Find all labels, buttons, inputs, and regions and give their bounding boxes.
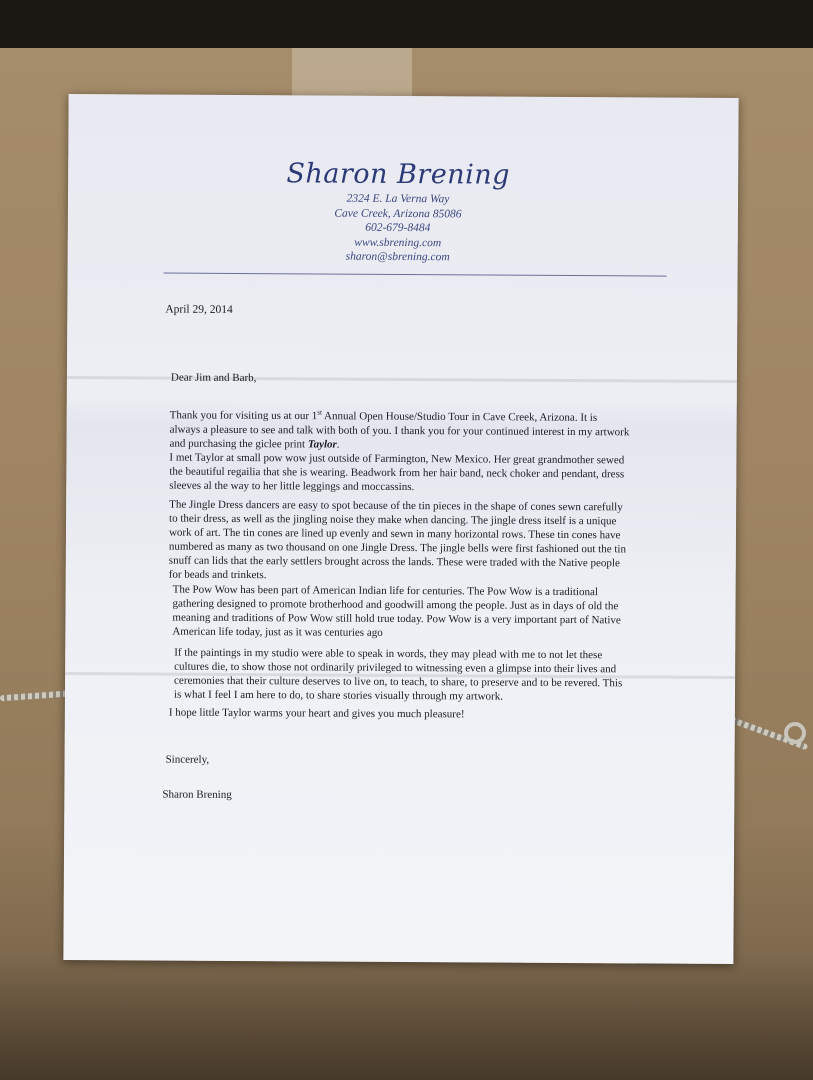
paragraph-pow-wow: The Pow Wow has been part of American Indian life for centuries. The Pow Wow is a traditional gathering designed to promote brotherhood and goodwill among the people. Just as in days of old the meaning and traditions of Pow Wow still hold true today. Pow Wow is a very important part of Native American life today, just as it was centuries ago bbox=[172, 583, 621, 639]
print-title: Taylor bbox=[307, 438, 337, 451]
letter-sheet bbox=[63, 94, 738, 964]
paragraph-thanks bbox=[169, 405, 629, 453]
letter-date: April 29, 2014 bbox=[165, 303, 233, 316]
letterhead-divider bbox=[164, 273, 667, 277]
address-street: 2324 E. La Verna Way bbox=[346, 192, 450, 206]
paragraph-taylor: I met Taylor at small pow wow just outside of Farmington, New Mexico. Her great grandmother sewed the beautiful regailia that she is wearing. Beadwork from her hair band, neck choker and pendant, dress sleeves al the way to her little leggings and moccassins. bbox=[169, 451, 625, 494]
fold-crease bbox=[67, 376, 737, 383]
paragraph-thanks-end: . bbox=[336, 438, 340, 451]
address-city: Cave Creek, Arizona 85086 bbox=[334, 207, 462, 220]
paragraph-jingle-dress: The Jingle Dress dancers are easy to spot because of the tin pieces in the shape of cones sewn carefully to their dress, as well as the jingling noise they make when dancing. The jingle dress itself is a unique work of art. The tin cones are lined up evenly and sewn in many horizontal rows. These tin cones have numbered as many as two thousand on one Jingle Dress. The jingle bells were first fashioned out the tin snuff can lids that the early settlers brought across the lands. These were traded with the Native people for beads and trinkets. bbox=[168, 498, 627, 582]
wire-ring bbox=[784, 722, 806, 744]
paragraph-thanks-start: Thank you for visiting us at our 1 bbox=[169, 409, 318, 423]
address-email: sharon@sbrening.com bbox=[345, 250, 450, 264]
background-shadow bbox=[0, 955, 813, 1080]
address-website: www.sbrening.com bbox=[354, 236, 442, 249]
letterhead bbox=[208, 157, 589, 266]
letterhead-name: Sharon Brening bbox=[286, 158, 511, 191]
paragraph-hope: I hope little Taylor warms your heart and gives you much pleasure! bbox=[168, 706, 465, 721]
paragraph-paintings: If the paintings in my studio were able to speak in words, they may plead with me to not let these cultures die, to show those not ordinarily privileged to witnessing even a glimpse into their lives and ceremonies that their culture deserves to live on, to teach, to share, to preserve and to be revered. This is what I feel I am here to do, to share stories visually through my artwork. bbox=[173, 646, 623, 703]
letter-closing: Sincerely, bbox=[165, 753, 210, 766]
letter-signer: Sharon Brening bbox=[162, 788, 232, 801]
address-phone: 602-679-8484 bbox=[365, 221, 431, 235]
ordinal-suffix: st bbox=[317, 408, 322, 417]
letter-greeting: Dear Jim and Barb, bbox=[170, 371, 257, 385]
paragraph-thanks-body: Annual Open House/Studio Tour in Cave Creek, Arizona. It is always a pleasure to see and talk with both of you. I thank you for your continued interest in my artwork and purchasing the giclee print bbox=[169, 410, 630, 451]
